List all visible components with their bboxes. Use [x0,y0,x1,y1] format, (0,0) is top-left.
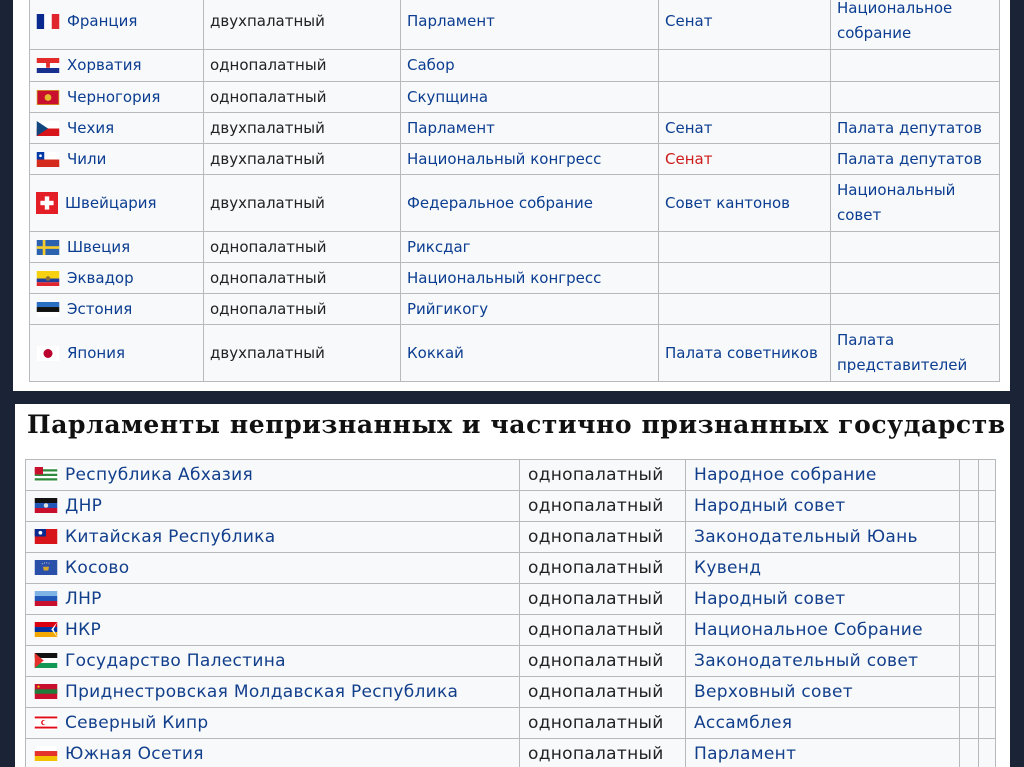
parliament-name[interactable]: Коккай [401,325,659,382]
table-row [26,739,996,767]
chamber-type: однопалатный [520,553,686,584]
country-cell[interactable]: Хорватия [30,50,204,82]
empty-cell [979,460,996,491]
chamber-type: однопалатный [520,739,686,767]
ee-flag-icon [36,302,60,317]
country-cell[interactable]: Чили [30,144,204,175]
cz-flag-icon [36,121,60,136]
parliament-name[interactable]: Национальный конгресс [401,263,659,294]
table-row [26,584,996,615]
table-row [26,677,996,708]
parliament-name[interactable]: Ассамблея [686,708,960,739]
chamber-type: двухпалатный [204,325,401,382]
country-cell[interactable]: НКР [26,615,520,646]
country-cell[interactable]: Китайская Республика [26,522,520,553]
table-row [26,522,996,553]
chamber-type: однопалатный [520,460,686,491]
cl-flag-icon [36,152,60,167]
parliament-name[interactable]: Риксдаг [401,232,659,263]
unrecognized-parliaments-table [25,459,996,767]
empty-cell [960,522,979,553]
empty-cell [979,522,996,553]
chamber-type: однопалатный [204,82,401,113]
me-flag-icon [36,90,60,105]
country-cell[interactable]: Франция [30,0,204,50]
country-cell[interactable]: Государство Палестина [26,646,520,677]
upper-house[interactable]: Сенат [659,0,831,50]
country-cell[interactable]: Эстония [30,294,204,325]
parliament-name[interactable]: Народный совет [686,491,960,522]
parliament-name[interactable]: Верховный совет [686,677,960,708]
country-cell[interactable]: Япония [30,325,204,382]
table-row [26,615,996,646]
hr-flag-icon [36,58,60,73]
lower-house[interactable]: Палата депутатов [831,144,1000,175]
table-row [26,646,996,677]
parliament-name[interactable]: Рийгикогу [401,294,659,325]
abkhazia-flag-icon [34,467,58,482]
table-row [30,113,1000,144]
empty-cell [979,553,996,584]
parliaments-table-panel [13,0,1010,391]
nkr-flag-icon [34,622,58,637]
lower-house [831,50,1000,82]
chamber-type: однопалатный [204,263,401,294]
empty-cell [979,584,996,615]
lower-house[interactable]: Национальный совет [831,175,1000,232]
parliament-name[interactable]: Законодательный Юань [686,522,960,553]
empty-cell [979,646,996,677]
kosovo-flag-icon [34,560,58,575]
upper-house [659,50,831,82]
jp-flag-icon [36,346,60,361]
upper-house[interactable]: Совет кантонов [659,175,831,232]
pmr-flag-icon [34,684,58,699]
upper-house [659,82,831,113]
empty-cell [960,739,979,767]
chamber-type: двухпалатный [204,0,401,50]
ec-flag-icon [36,271,60,286]
roc-flag-icon [34,529,58,544]
empty-cell [960,677,979,708]
table-row [30,294,1000,325]
table-row [30,82,1000,113]
chamber-type: однопалатный [520,522,686,553]
ch-flag-icon [36,192,58,214]
empty-cell [960,584,979,615]
parliament-name[interactable]: Национальное Собрание [686,615,960,646]
table-row [26,553,996,584]
country-cell[interactable]: Северный Кипр [26,708,520,739]
chamber-type: однопалатный [520,677,686,708]
country-cell[interactable]: Косово [26,553,520,584]
table-row [26,491,996,522]
lower-house [831,232,1000,263]
upper-house [659,294,831,325]
chamber-type: однопалатный [520,491,686,522]
lower-house [831,82,1000,113]
parliament-name[interactable]: Народный совет [686,584,960,615]
fr-flag-icon [36,14,60,29]
table-row [26,460,996,491]
chamber-type: двухпалатный [204,144,401,175]
table-row [30,263,1000,294]
country-cell[interactable]: Чехия [30,113,204,144]
parliament-name[interactable]: Парламент [401,113,659,144]
lnr-flag-icon [34,591,58,606]
upper-house[interactable]: Палата советников [659,325,831,382]
chamber-type: двухпалатный [204,113,401,144]
parliament-name[interactable]: Скупщина [401,82,659,113]
empty-cell [960,708,979,739]
country-cell[interactable]: ДНР [26,491,520,522]
south-ossetia-flag-icon [34,746,58,761]
country-cell[interactable]: Швейцария [30,175,204,232]
parliament-name[interactable]: Народное собрание [686,460,960,491]
table-row [26,708,996,739]
north-cyprus-flag-icon [34,715,58,730]
country-cell[interactable]: Приднестровская Молдавская Республика [26,677,520,708]
table-row [30,144,1000,175]
lower-house[interactable]: Палата представителей [831,325,1000,382]
chamber-type: однопалатный [520,708,686,739]
empty-cell [979,491,996,522]
chamber-type: однопалатный [204,294,401,325]
chamber-type: однопалатный [520,646,686,677]
chamber-type: однопалатный [204,232,401,263]
country-cell[interactable]: Республика Абхазия [26,460,520,491]
empty-cell [979,677,996,708]
empty-cell [960,460,979,491]
lower-house[interactable]: Национальное собрание [831,0,1000,50]
empty-cell [979,708,996,739]
upper-house [659,232,831,263]
country-cell[interactable]: Южная Осетия [26,739,520,767]
table-row [30,232,1000,263]
parliaments-table [29,0,1000,382]
lower-house [831,263,1000,294]
parliament-name[interactable]: Федеральное собрание [401,175,659,232]
country-cell[interactable]: ЛНР [26,584,520,615]
chamber-type: однопалатный [520,584,686,615]
chamber-type: однопалатный [520,615,686,646]
section-title: Парламенты непризнанных и частично признанных государств [27,410,1006,439]
empty-cell [979,615,996,646]
empty-cell [979,739,996,767]
empty-cell [960,615,979,646]
table-row [30,175,1000,232]
upper-house [659,263,831,294]
chamber-type: двухпалатный [204,175,401,232]
unrecognized-parliaments-panel [15,404,1010,767]
country-cell[interactable]: Швеция [30,232,204,263]
parliament-name[interactable]: Парламент [686,739,960,767]
chamber-type: однопалатный [204,50,401,82]
parliament-name[interactable]: Сабор [401,50,659,82]
empty-cell [960,491,979,522]
lower-house [831,294,1000,325]
country-cell[interactable]: Эквадор [30,263,204,294]
lower-house[interactable]: Палата депутатов [831,113,1000,144]
table-row [30,0,1000,50]
table-row [30,325,1000,382]
country-cell[interactable]: Черногория [30,82,204,113]
dnr-flag-icon [34,498,58,513]
empty-cell [960,553,979,584]
se-flag-icon [36,240,60,255]
parliament-name[interactable]: Парламент [401,0,659,50]
parliament-name[interactable]: Законодательный совет [686,646,960,677]
empty-cell [960,646,979,677]
palestine-flag-icon [34,653,58,668]
table-row [30,50,1000,82]
parliament-name[interactable]: Кувенд [686,553,960,584]
upper-house[interactable]: Сенат [659,144,831,175]
parliament-name[interactable]: Национальный конгресс [401,144,659,175]
upper-house[interactable]: Сенат [659,113,831,144]
